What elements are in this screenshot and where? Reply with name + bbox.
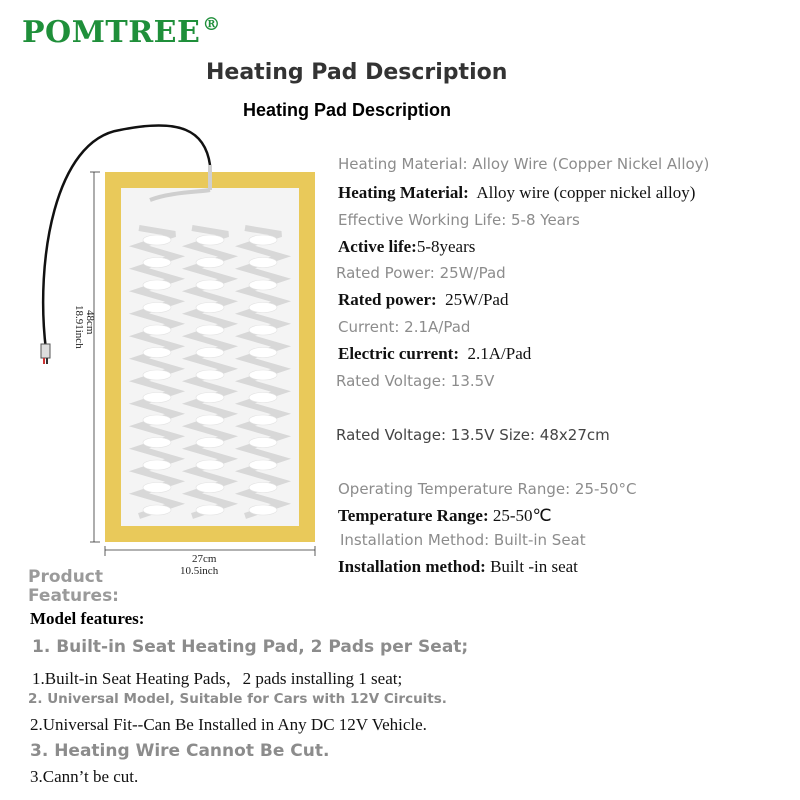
vent-hole bbox=[249, 258, 277, 268]
vent-hole bbox=[196, 258, 224, 268]
vent-hole bbox=[249, 280, 277, 290]
spec-current-value: 2.1A/Pad bbox=[467, 344, 532, 363]
vent-hole bbox=[196, 303, 224, 313]
vent-hole bbox=[249, 370, 277, 380]
brand-name: POMTREE bbox=[22, 15, 201, 50]
vent-hole bbox=[143, 483, 171, 493]
vent-hole bbox=[196, 348, 224, 358]
spec-material-gray: Heating Material: Alloy Wire (Copper Nickel Alloy) bbox=[338, 155, 710, 173]
spec-material bbox=[338, 183, 695, 203]
width-cm-label: 27cm bbox=[192, 553, 217, 565]
spec-temperature-value: 25-50℃ bbox=[492, 506, 552, 525]
vent-hole bbox=[143, 393, 171, 403]
feature-2: 2.Universal Fit--Can Be Installed in Any DC 12V Vehicle. bbox=[30, 715, 427, 734]
spec-current-gray: Current: 2.1A/Pad bbox=[338, 318, 471, 336]
spec-life-label: Active life: bbox=[338, 237, 417, 256]
spec-power-gray: Rated Power: 25W/Pad bbox=[336, 264, 506, 282]
spec-installation-value: Built -in seat bbox=[490, 557, 578, 576]
vent-hole bbox=[249, 348, 277, 358]
vent-hole bbox=[196, 280, 224, 290]
width-inch-label: 10.5inch bbox=[180, 565, 219, 577]
vent-hole bbox=[196, 460, 224, 470]
vent-hole bbox=[249, 235, 277, 245]
feature-3-gray: 3. Heating Wire Cannot Be Cut. bbox=[30, 741, 330, 761]
vent-hole bbox=[249, 303, 277, 313]
vent-hole bbox=[143, 325, 171, 335]
features-heading: Model features: bbox=[30, 609, 145, 628]
spec-current bbox=[338, 344, 531, 364]
vent-hole bbox=[143, 415, 171, 425]
height-inch-label: 18.91inch bbox=[73, 305, 85, 349]
vent-hole bbox=[143, 438, 171, 448]
spec-material-value: Alloy wire (copper nickel alloy) bbox=[476, 183, 696, 202]
vent-hole bbox=[196, 483, 224, 493]
registered-mark: ® bbox=[202, 14, 221, 35]
vent-hole bbox=[249, 505, 277, 515]
spec-power-label: Rated power: bbox=[338, 290, 437, 309]
page-subtitle: Heating Pad Description bbox=[243, 100, 452, 120]
brand-logo bbox=[22, 14, 221, 50]
vent-hole bbox=[249, 483, 277, 493]
spec-temperature-gray: Operating Temperature Range: 25-50°C bbox=[338, 480, 637, 498]
spec-material-label: Heating Material: bbox=[338, 183, 469, 202]
heating-pad-illustration bbox=[30, 110, 330, 580]
vent-hole bbox=[196, 415, 224, 425]
vent-hole bbox=[249, 438, 277, 448]
vent-hole bbox=[249, 415, 277, 425]
spec-temperature-label: Temperature Range: bbox=[338, 506, 489, 525]
spec-power-value: 25W/Pad bbox=[445, 290, 509, 309]
vent-hole bbox=[143, 348, 171, 358]
height-cm-label: 48cm bbox=[84, 310, 96, 335]
page-title: Heating Pad Description bbox=[206, 60, 508, 85]
vent-hole bbox=[249, 393, 277, 403]
features-heading-gray: Product Features: bbox=[28, 567, 119, 606]
feature-3: 3.Cann’t be cut. bbox=[30, 767, 139, 786]
spec-power bbox=[338, 290, 508, 310]
spec-life-value: 5-8years bbox=[416, 237, 476, 256]
vent-hole bbox=[143, 258, 171, 268]
vent-hole bbox=[143, 280, 171, 290]
vent-hole bbox=[196, 235, 224, 245]
spec-voltage-gray: Rated Voltage: 13.5V bbox=[336, 372, 495, 390]
spec-voltage-size: Rated Voltage: 13.5V Size: 48x27cm bbox=[336, 426, 610, 444]
vent-hole bbox=[196, 393, 224, 403]
vent-hole bbox=[196, 438, 224, 448]
vent-hole bbox=[249, 460, 277, 470]
spec-installation-label: Installation method: bbox=[338, 557, 486, 576]
feature-2-gray: 2. Universal Model, Suitable for Cars with 12V Circuits. bbox=[28, 691, 447, 707]
feature-1: 1.Built-in Seat Heating Pads，2 pads installing 1 seat; bbox=[32, 669, 403, 688]
vent-hole bbox=[143, 235, 171, 245]
spec-installation bbox=[338, 557, 578, 577]
spec-life-gray: Effective Working Life: 5-8 Years bbox=[338, 211, 580, 229]
wire-connector bbox=[41, 344, 50, 358]
vent-hole bbox=[196, 505, 224, 515]
vent-hole bbox=[249, 325, 277, 335]
spec-installation-gray: Installation Method: Built-in Seat bbox=[340, 531, 586, 549]
vent-hole bbox=[143, 460, 171, 470]
feature-1-gray: 1. Built-in Seat Heating Pad, 2 Pads per Seat; bbox=[32, 637, 469, 657]
vent-hole bbox=[196, 370, 224, 380]
vent-hole bbox=[143, 303, 171, 313]
spec-life bbox=[338, 237, 475, 257]
spec-current-label: Electric current: bbox=[338, 344, 459, 363]
vent-hole bbox=[143, 505, 171, 515]
vent-hole bbox=[196, 325, 224, 335]
vent-hole bbox=[143, 370, 171, 380]
spec-temperature bbox=[338, 506, 552, 526]
